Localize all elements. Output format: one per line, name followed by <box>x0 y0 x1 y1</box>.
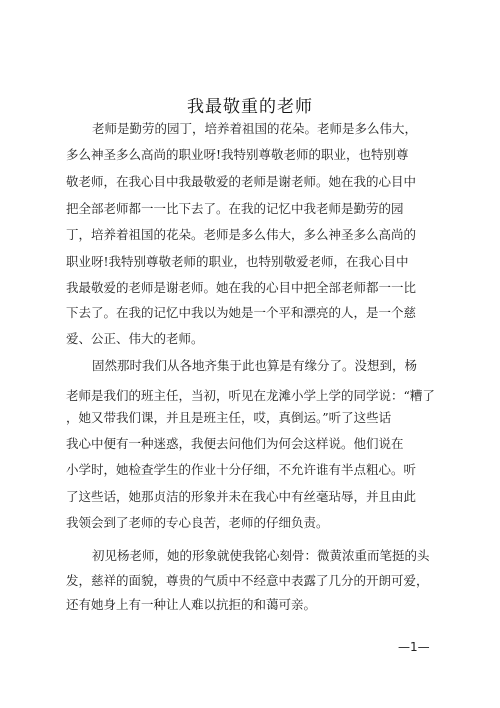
paragraph-line: 丁，培养着祖国的花朵。老师是多么伟大，多么神圣多么高尚的 <box>66 227 417 242</box>
paragraph-line: 职业呀!我特别尊敬老师的职业，也特别敬爱老师，在我心目中 <box>66 254 409 269</box>
paragraph-line: 固然那时我们从各地齐集于此也算是有缘分了。没想到，杨 <box>92 358 418 373</box>
paragraph-line: 还有她身上有一种让人难以抗拒的和蔼可亲。 <box>66 597 317 612</box>
paragraph-line: 小学时，她检查学生的作业十分仔细，不允许谁有半点粗心。听 <box>66 462 417 477</box>
page-number: —1— <box>398 640 430 654</box>
document-title: 我最敬重的老师 <box>187 97 313 117</box>
paragraph-line: 初见杨老师，她的形象就使我铭心刻骨：微黄浓重而笔挺的头 <box>92 548 430 563</box>
paragraph-line: 老师是勤劳的园丁，培养着祖国的花朵。老师是多么伟大， <box>92 121 418 136</box>
paragraph-line: 把全部老师都一一比下去了。在我的记忆中我老师是勤劳的园 <box>66 201 404 216</box>
paragraph-line: 下去了。在我的记忆中我以为她是一个平和漂亮的人，是一个慈 <box>66 305 417 320</box>
paragraph-line: 老师是我们的班主任，当初，听见在龙滩小学上学的同学说：“糟了 <box>66 388 435 403</box>
paragraph-line: 我领会到了老师的专心良苦，老师的仔细负责。 <box>66 515 329 530</box>
paragraph-line: 我心中便有一种迷惑，我便去问他们为何会这样说。他们说在 <box>66 436 404 451</box>
paragraph-line: 敬老师，在我心目中我最敬爱的老师是谢老师。她在我的心目中 <box>66 174 417 189</box>
paragraph-line: ，她又带我们课，并且是班主任，哎，真倒运。”听了这些话 <box>66 410 392 425</box>
paragraph-line: 爱、公正、伟大的老师。 <box>66 331 204 346</box>
paragraph-line: 多么神圣多么高尚的职业呀!我特别尊敬老师的职业，也特别尊 <box>66 147 409 162</box>
paragraph-line: 我最敬爱的老师是谢老师。她在我的心目中把全部老师都一一比 <box>66 280 417 295</box>
paragraph-line: 了这些话，她那贞洁的形象并未在我心中有丝毫玷辱，并且由此 <box>66 489 417 504</box>
paragraph-line: 发，慈祥的面貌，尊贵的气质中不经意中表露了几分的开朗可爱， <box>66 573 429 588</box>
